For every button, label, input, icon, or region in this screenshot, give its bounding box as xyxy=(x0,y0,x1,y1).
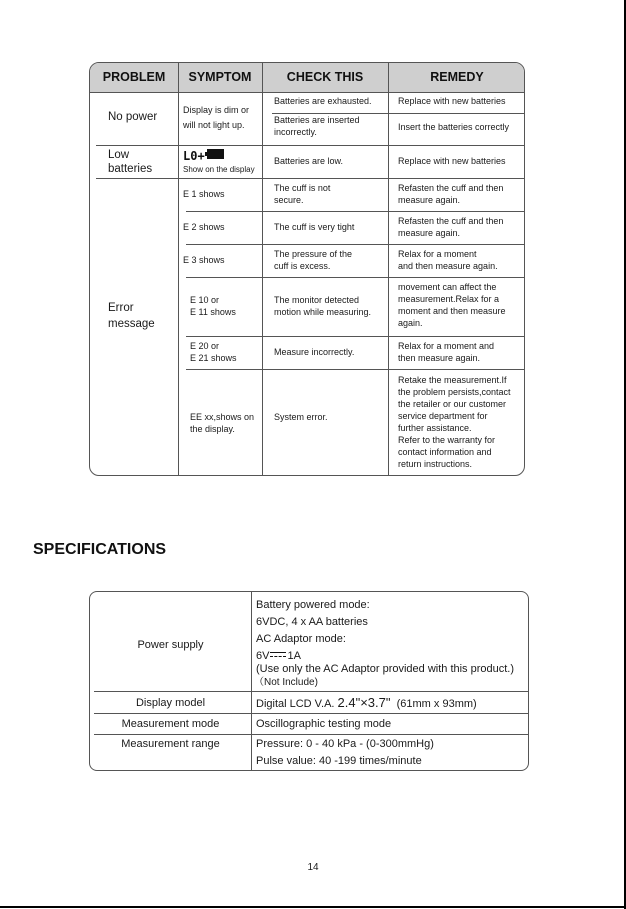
remedy-line: Relax for a moment and xyxy=(398,341,495,351)
row-divider xyxy=(94,691,528,692)
symptom-line: will not light up. xyxy=(183,120,245,130)
remedy-line: movement can affect the xyxy=(398,282,497,292)
remedy-line: service department for xyxy=(398,411,488,421)
spec-value-display-model xyxy=(256,696,477,711)
symptom-line: the display. xyxy=(190,424,235,434)
spec-value-pulse: Pulse value: 40 -199 times/minute xyxy=(256,755,422,767)
check-line: Batteries are low. xyxy=(274,156,344,166)
remedy-line: the problem persists,contact xyxy=(398,387,511,397)
adaptor-current: 1A xyxy=(287,650,301,662)
remedy-line: measure again. xyxy=(398,195,461,205)
display-type: Digital LCD V.A. xyxy=(256,698,335,710)
row-divider xyxy=(94,734,528,735)
specifications-table xyxy=(89,591,529,771)
spec-label-measurement-mode: Measurement mode xyxy=(121,718,220,730)
display-size: 2.4"×3.7" xyxy=(337,695,391,710)
problem-error-message-line: message xyxy=(108,318,155,330)
check-line: secure. xyxy=(274,195,304,205)
row-divider xyxy=(186,369,525,370)
remedy-line: the retailer or our customer xyxy=(398,399,507,409)
remedy-line: measurement.Relax for a xyxy=(398,294,500,304)
spec-label-measurement-range: Measurement range xyxy=(121,738,220,750)
remedy-line: further assistance. xyxy=(398,423,472,433)
remedy-line: Retake the measurement.If xyxy=(398,375,507,385)
row-divider xyxy=(96,178,525,179)
page-number: 14 xyxy=(307,862,319,873)
symptom-line: E 20 or xyxy=(190,341,220,351)
column-divider xyxy=(251,592,252,770)
dc-symbol-icon xyxy=(270,651,286,659)
symptom-line: E 10 or xyxy=(190,295,220,305)
remedy-line: then measure again. xyxy=(398,353,481,363)
check-line: Batteries are exhausted. xyxy=(274,96,372,106)
spec-value-adaptor xyxy=(256,649,301,663)
row-divider xyxy=(186,277,525,278)
row-divider xyxy=(272,113,525,114)
remedy-line: again. xyxy=(398,318,423,328)
symptom-line: EE xx,shows on xyxy=(190,412,255,422)
column-divider xyxy=(388,63,389,476)
check-line: System error. xyxy=(274,412,328,422)
remedy-line: and then measure again. xyxy=(398,261,498,271)
spec-value-line: 6VDC, 4 x AA batteries xyxy=(256,616,368,628)
remedy-line: return instructions. xyxy=(398,459,473,469)
remedy-line: Replace with new batteries xyxy=(398,156,506,166)
remedy-line: Insert the batteries correctly xyxy=(398,122,510,132)
header-problem: PROBLEM xyxy=(102,70,166,84)
symptom-line: E 3 shows xyxy=(183,255,225,265)
header-check-this: CHECK THIS xyxy=(286,70,364,84)
symptom-line: E 1 shows xyxy=(183,189,225,199)
check-line: cuff is excess. xyxy=(274,261,331,271)
row-divider xyxy=(94,713,528,714)
problem-error-message-line: Error xyxy=(108,302,134,314)
display-metric-size: (61mm x 93mm) xyxy=(396,698,477,710)
row-divider xyxy=(186,244,525,245)
page-border-bottom xyxy=(0,906,626,908)
symptom-caption: Show on the display xyxy=(183,165,255,174)
battery-icon xyxy=(207,149,224,159)
problem-no-power: No power xyxy=(108,111,158,123)
row-divider xyxy=(96,145,525,146)
row-divider xyxy=(90,92,525,93)
low-battery-display-glyph xyxy=(183,149,224,162)
check-line: Measure incorrectly. xyxy=(274,347,355,357)
remedy-line: measure again. xyxy=(398,228,461,238)
spec-value-pressure: Pressure: 0 - 40 kPa - (0-300mmHg) xyxy=(256,738,434,750)
spec-value-line: AC Adaptor mode: xyxy=(256,633,346,645)
check-line: incorrectly. xyxy=(274,127,317,137)
check-line: Batteries are inserted xyxy=(274,115,360,125)
troubleshooting-table xyxy=(89,62,525,476)
spec-value-line: Battery powered mode: xyxy=(256,599,370,611)
spec-label-power-supply: Power supply xyxy=(137,639,204,651)
remedy-line: contact information and xyxy=(398,447,492,457)
row-divider xyxy=(186,211,525,212)
symptom-line: E 11 shows xyxy=(190,307,236,317)
symptom-line: E 2 shows xyxy=(183,222,225,232)
check-line: The cuff is very tight xyxy=(274,222,355,232)
spec-label-display-model: Display model xyxy=(135,697,206,709)
column-divider xyxy=(178,63,179,476)
row-divider xyxy=(186,336,525,337)
remedy-line: Refasten the cuff and then xyxy=(398,216,504,226)
spec-value-measurement-mode: Oscillographic testing mode xyxy=(256,718,392,730)
remedy-line: Refasten the cuff and then xyxy=(398,183,504,193)
check-line: The monitor detected xyxy=(274,295,360,305)
problem-low-batteries-line: Low xyxy=(108,149,130,161)
header-remedy: REMEDY xyxy=(430,70,484,84)
symptom-line: E 21 shows xyxy=(190,353,237,363)
check-line: motion while measuring. xyxy=(274,307,372,317)
section-title: SPECIFICATIONS xyxy=(33,541,167,558)
adaptor-voltage: 6V xyxy=(256,650,270,662)
check-line: The cuff is not xyxy=(274,183,331,193)
spec-value-note: (Use only the AC Adaptor provided with this product.) xyxy=(256,663,515,675)
remedy-line: Replace with new batteries xyxy=(398,96,506,106)
remedy-line: moment and then measure xyxy=(398,306,506,316)
problem-low-batteries-line: batteries xyxy=(108,163,153,175)
check-line: The pressure of the xyxy=(274,249,353,259)
header-symptom: SYMPTOM xyxy=(188,70,252,84)
remedy-line: Refer to the warranty for xyxy=(398,435,496,445)
column-divider xyxy=(262,63,263,476)
spec-value-note: （Not Include) xyxy=(254,677,318,688)
symptom-line: Display is dim or xyxy=(183,105,250,115)
remedy-line: Relax for a moment xyxy=(398,249,477,259)
lcd-text: L0+ xyxy=(183,149,205,163)
